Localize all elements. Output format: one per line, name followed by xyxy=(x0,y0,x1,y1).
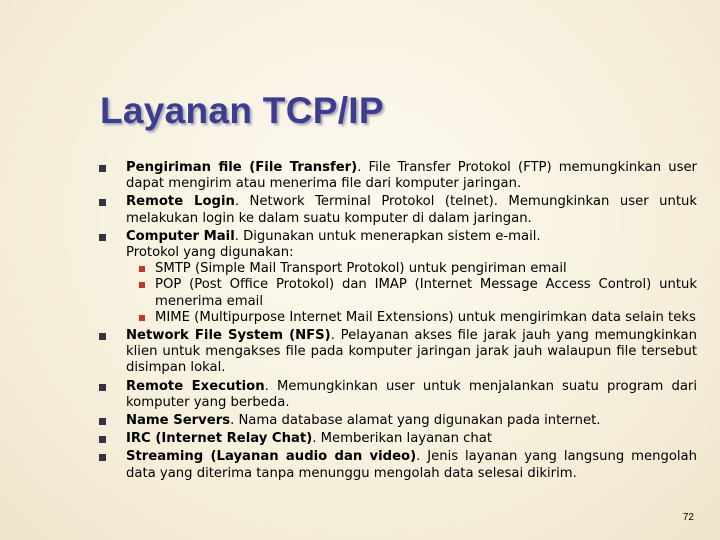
item-description: . Pelayanan akses file jarak jauh yang memungkinkan klien untuk mengakses file pada komputer jaringan jarak jauh walaupun file tersebut disimpan lokal. xyxy=(126,328,697,376)
list-item xyxy=(97,379,697,411)
item-heading: Computer Mail xyxy=(126,228,235,244)
square-bullet-icon xyxy=(99,333,106,340)
item-heading: IRC (Internet Relay Chat) xyxy=(126,431,313,447)
square-bullet-icon xyxy=(139,282,145,288)
page-number: 72 xyxy=(682,512,694,523)
square-bullet-icon xyxy=(139,315,145,321)
item-heading: Remote Execution xyxy=(126,378,265,394)
list-item xyxy=(97,449,697,481)
sub-list-item xyxy=(126,310,697,326)
item-heading: Name Servers xyxy=(126,413,231,429)
square-bullet-icon xyxy=(139,266,145,272)
sub-item-text: MIME (Multipurpose Internet Mail Extensions) untuk mengirimkan data selain teks xyxy=(155,309,696,325)
list-item xyxy=(97,194,697,226)
item-heading: Remote Login xyxy=(126,194,235,210)
item-description: . Memungkinkan user untuk menjalankan suatu program dari komputer yang berbeda. xyxy=(126,378,697,410)
sub-item-text: SMTP (Simple Mail Transport Protokol) untuk pengiriman email xyxy=(155,261,567,277)
item-description: . Nama database alamat yang digunakan pada internet. xyxy=(230,413,601,429)
item-description: . Digunakan untuk menerapkan sistem e-mail. xyxy=(234,228,541,244)
sub-list-item xyxy=(126,277,697,309)
item-description: . Memberikan layanan chat xyxy=(312,431,493,447)
list-item xyxy=(97,431,697,447)
square-bullet-icon xyxy=(99,234,106,241)
item-heading: Streaming (Layanan audio dan video) xyxy=(126,449,417,465)
item-heading: Network File System (NFS) xyxy=(126,328,331,344)
square-bullet-icon xyxy=(99,165,106,172)
item-description: . Network Terminal Protokol (telnet). Memungkinkan user untuk melakukan login ke dalam suatu komputer di dalam jaringan. xyxy=(126,194,697,226)
slide-title: Layanan TCP/IP xyxy=(100,90,384,131)
list-item xyxy=(97,160,697,192)
item-heading: Pengiriman file (File Transfer) xyxy=(126,160,358,175)
list-item xyxy=(97,413,697,429)
item-description: . File Transfer Protokol (FTP) memungkinkan user dapat mengirim atau menerima file dari komputer jaringan. xyxy=(126,160,697,192)
sub-item-text: POP (Post Office Protokol) dan IMAP (Internet Message Access Control) untuk menerima email xyxy=(155,277,697,309)
square-bullet-icon xyxy=(99,199,106,206)
item-extra: Protokol yang digunakan: xyxy=(126,245,294,261)
square-bullet-icon xyxy=(99,418,106,425)
item-description: . Jenis layanan yang langsung mengolah data yang diterima tanpa menunggu mengolah data selesai dikirim. xyxy=(126,449,697,481)
list-item xyxy=(97,328,697,377)
square-bullet-icon xyxy=(99,436,106,443)
square-bullet-icon xyxy=(99,384,106,391)
bullet-list xyxy=(97,160,697,484)
square-bullet-icon xyxy=(99,454,106,461)
list-item xyxy=(97,229,697,326)
sub-list-item xyxy=(126,261,697,277)
